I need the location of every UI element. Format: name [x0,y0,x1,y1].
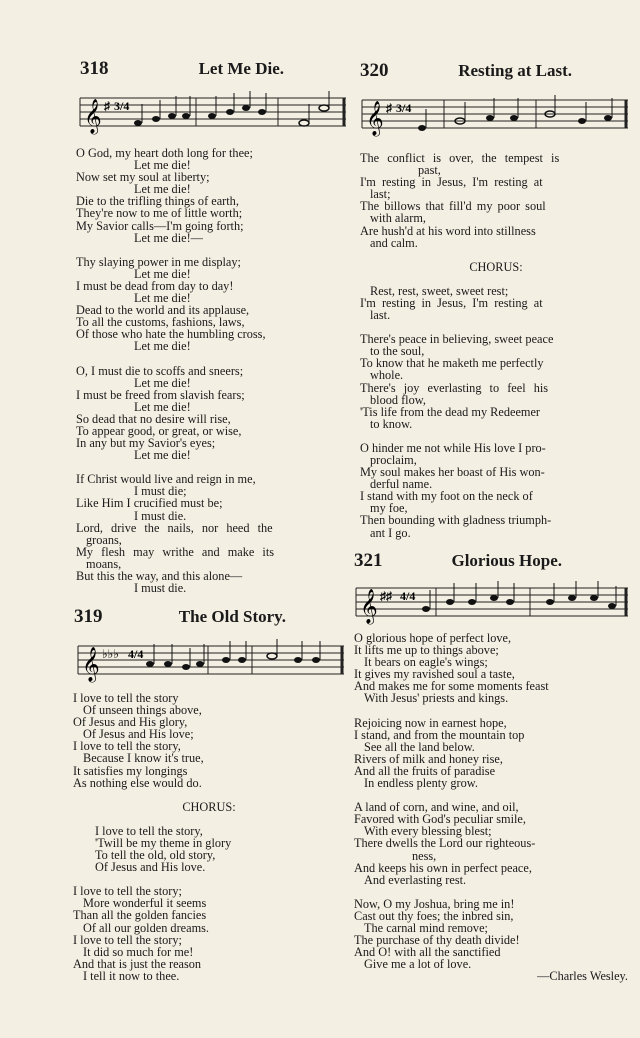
sharp-icon: ♯♯ [380,589,392,603]
hymn-321-text [354,632,632,982]
verse-line: Of unseen things above, [83,703,202,718]
chorus-label: CHORUS: [469,259,523,274]
verse-line: It lifts me up to things above; [354,643,499,658]
verse-line: Let me die! [134,399,191,414]
verse-line: Lord, drive the nails, nor heed the [76,520,273,535]
verse-line: O glorious hope of perfect love, [354,631,512,645]
author-signature: —Charles Wesley. [537,969,628,984]
verse-line: I must be dead from day to day! [76,278,234,293]
verse-line: If Christ would live and reign in me, [76,472,256,487]
verse-line: ness, [412,848,437,863]
sharp-icon: ♯ [386,101,392,115]
verse-line: And keeps his own in perfect peace, [354,860,532,875]
verse-line: Are hush'd at his word into stillness [360,223,536,238]
verse-line: Let me die! [134,448,191,463]
hymn-319-header [74,606,286,628]
verse-line: To tell the old, old story, [95,848,216,863]
verse-line: Rejoicing now in earnest hope, [354,715,507,730]
hymn-318-text [76,147,348,594]
flat-icon: ♭♭♭ [102,647,119,661]
verse-line: And that is just the reason [73,956,202,971]
verse-line: See all the land below. [364,739,475,754]
verse-line: and calm. [370,235,418,250]
music-staff-320 [360,92,630,140]
verse-line: ant I go. [370,525,411,540]
music-staff-321 [354,580,630,628]
chorus-label: CHORUS: [182,799,236,814]
verse-line: O God, my heart doth long for thee; [76,146,253,160]
verse-line: Than all the golden fancies [73,908,207,923]
treble-clef-icon: 𝄞 [84,100,102,133]
verse-line: 'Twill be my theme in glory [95,835,232,850]
verse-line: I stand, and from the mountain top [354,727,525,742]
verse-line: Let me die! [134,339,191,354]
sharp-icon: ♯ [104,99,110,113]
verse-line: I'm resting in Jesus, I'm resting at [360,295,543,310]
svg-text:4/4: 4/4 [128,647,144,661]
verse-line: Favored with God's peculiar smile, [354,812,526,827]
hymn-title: Resting at Last. [458,61,572,80]
svg-text:3/4: 3/4 [114,99,130,113]
verse-line: I must die. [134,508,187,523]
verse-line: I must die; [134,484,187,499]
hymn-319-text [73,692,345,982]
verse-line: Then bounding with gladness triumph- [360,513,552,528]
hymn-321-header [354,550,562,572]
verse-line: Rivers of milk and honey rise, [354,751,503,766]
verse-line: And everlasting rest. [364,872,467,887]
verse-line: It did so much for me! [83,944,194,959]
verse-line: The billows that fill'd my poor soul [360,199,546,214]
hymn-number: 319 [74,606,103,627]
verse-line: To know that he maketh me perfectly [360,356,544,371]
verse-line: O, I must die to scoffs and sneers; [76,363,244,378]
verse-line: I love to tell the story [73,691,179,705]
verse-line: Let me die! [134,375,191,390]
verse-line: Of Jesus and His love; [83,727,194,742]
verse-line: past, [418,163,441,178]
verse-line: with alarm, [370,211,427,226]
verse-line: Let me die! [134,182,191,197]
hymn-title: Let Me Die. [198,59,284,78]
verse-line: I'm resting in Jesus, I'm resting at [360,175,543,190]
verse-line: I tell it now to thee. [83,968,180,983]
verse-line: O hinder me not while His love I pro- [360,440,546,455]
verse-line: groans, [86,532,122,547]
verse-line: Give me a lot of love. [364,957,472,972]
hymn-number: 320 [360,60,389,81]
verse-line: My flesh may writhe and make its [76,544,275,559]
verse-line: Dead to the world and its applause, [76,303,250,318]
hymn-318-header [80,58,284,80]
verse-line: I love to tell the story; [73,884,182,899]
verse-line: my foe, [370,501,408,516]
verse-line: I must be freed from slavish fears; [76,387,245,402]
verse-line: last. [370,308,391,323]
verse-line: Because I know it's true, [83,751,204,766]
verse-line: It satisfies my longings [73,763,188,778]
svg-text:4/4: 4/4 [400,589,416,603]
verse-line: whole. [370,368,404,383]
hymn-title: Glorious Hope. [451,551,562,570]
verse-line: So dead that no desire will rise, [76,411,231,426]
verse-line: Like Him I crucified must be; [76,496,223,511]
verse-line: There dwells the Lord our righteous- [354,836,536,851]
verse-line: to the soul, [370,344,425,359]
treble-clef-icon: 𝄞 [360,590,378,623]
verse-line: As nothing else would do. [73,775,202,790]
verse-line: The carnal mind remove; [364,920,488,935]
verse-line: Of those who hate the humbling cross, [76,327,266,342]
verse-line: My Savior calls—I'm going forth; [76,218,244,233]
hymn-number: 321 [354,550,383,571]
hymn-320-text [360,152,632,539]
verse-line: It bears on eagle's wings; [364,655,488,670]
music-staff-318 [78,90,348,138]
verse-line: Die to the trifling things of earth, [76,194,239,209]
verse-line: And O! with all the sanctified [354,945,501,960]
verse-line: And makes me for some moments feast [354,679,549,694]
verse-line: 'Tis life from the dead my Redeemer [360,404,541,419]
verse-line: to know. [370,416,413,431]
verse-line: derful name. [370,477,433,492]
verse-line: proclaim, [370,452,417,467]
verse-line: Now, O my Joshua, bring me in! [354,896,515,911]
verse-line: Cast out thy foes; the inbred sin, [354,908,514,923]
verse-line: last; [370,187,391,202]
verse-line: I must die. [134,581,187,596]
verse-line: They're now to me of little worth; [76,206,243,221]
verse-line: I love to tell the story, [95,823,203,838]
verse-line: I stand with my foot on the neck of [360,489,533,504]
verse-line: To all the customs, fashions, laws, [76,315,245,330]
verse-line: Thy slaying power in me display; [76,254,241,269]
verse-line: The conflict is over, the tempest is [360,151,560,165]
verse-line: More wonderful it seems [83,896,207,911]
verse-line: But this the way, and this alone— [76,569,243,583]
treble-clef-icon: 𝄞 [82,648,100,681]
verse-line: moans, [86,556,122,571]
verse-line: Rest, rest, sweet, sweet rest; [370,283,509,298]
verse-line: Let me die!— [134,230,203,245]
hymn-title: The Old Story. [178,607,286,626]
verse-line: There's joy everlasting to feel his [360,380,549,395]
verse-line: And all the fruits of paradise [354,763,496,778]
verse-line: blood flow, [370,392,426,407]
hymn-320-header [360,60,572,82]
verse-line: I love to tell the story; [73,932,182,947]
treble-clef-icon: 𝄞 [366,102,384,135]
verse-line: I love to tell the story, [73,739,181,754]
verse-line: Let me die! [134,158,191,173]
verse-line: Let me die! [134,266,191,281]
verse-line: There's peace in believing, sweet peace [360,332,554,347]
verse-line: It gives my ravished soul a taste, [354,667,515,682]
verse-line: With Jesus' priests and kings. [364,691,509,706]
music-staff-319 [76,638,346,686]
verse-line: Of all our golden dreams. [83,920,210,935]
verse-line: The purchase of thy death divide! [354,933,520,948]
hymn-number: 318 [80,58,109,79]
svg-text:3/4: 3/4 [396,101,412,115]
verse-line: Of Jesus and His love. [95,860,206,875]
verse-line: In endless plenty grow. [364,776,478,791]
verse-line: In any but my Savior's eyes; [76,436,216,451]
verse-line: Of Jesus and His glory, [73,715,188,730]
verse-line: Let me die! [134,291,191,306]
verse-line: To appear good, or great, or wise, [76,423,242,438]
verse-line: A land of corn, and wine, and oil, [354,800,519,815]
verse-line: Now set my soul at liberty; [76,170,210,185]
verse-line: With every blessing blest; [364,824,492,839]
verse-line: My soul makes her boast of His won- [360,465,545,480]
